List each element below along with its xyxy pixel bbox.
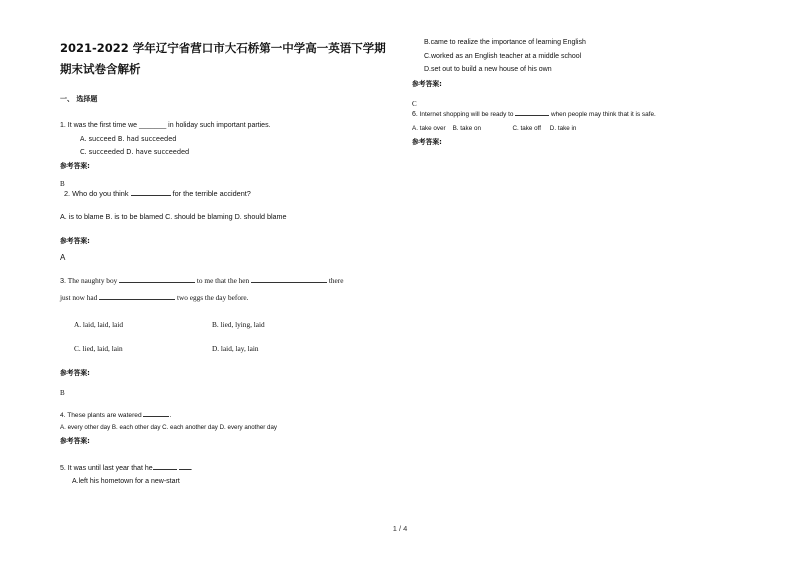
question-6-number: 6.: [412, 110, 418, 118]
question-3: [60, 272, 390, 289]
question-5-blank-2: [179, 462, 191, 470]
question-3-part4: just now had: [60, 293, 98, 302]
question-3-answer-label: 参考答案:: [60, 369, 90, 377]
question-3-part2: to me that the hen: [196, 276, 250, 285]
question-2: [64, 188, 390, 199]
question-5-option-a: A.left his hometown for a new-start: [72, 478, 180, 485]
question-4-options: A. every other day B. each other day C. each another day D. every another day: [60, 424, 278, 431]
question-3-part5: two eggs the day before.: [176, 293, 249, 302]
question-6-blank: [515, 108, 549, 116]
question-5-option-c: C.worked as an English teacher at a middle school: [424, 52, 582, 60]
question-1-number: 1.: [60, 122, 66, 129]
question-3-line2: [60, 289, 390, 306]
question-1-options-row2: C. succeeded D. have succeeded: [80, 148, 190, 156]
question-3-part1: The naughty boy: [67, 276, 118, 285]
question-6-options: A. take over B. take on C. take off D. take in: [412, 124, 577, 132]
question-3-option-a: A. laid, laid, laid: [74, 320, 124, 329]
question-5-answer: C: [412, 99, 417, 108]
question-3-option-c: C. lied, laid, lain: [74, 344, 123, 353]
question-2-answer: A: [60, 253, 66, 262]
title-line-1: 2021-2022 学年辽宁省营口市大石桥第一中学高一英语下学期: [60, 41, 386, 55]
question-3-option-b: B. lied, lying, laid: [212, 320, 265, 329]
question-5-text-after: .: [190, 465, 193, 472]
question-6-text-before: Internet shopping will be ready to: [419, 110, 516, 118]
question-6-text-after: when people may think that it is safe.: [549, 110, 656, 118]
question-3-answer: B: [60, 389, 65, 397]
question-5: [60, 462, 390, 474]
title-line-2: 期末试卷含解析: [60, 62, 141, 76]
question-3-blank-2: [251, 275, 327, 283]
question-2-text-after: for the terrible accident?: [170, 189, 251, 198]
question-4-blank: [143, 409, 172, 419]
question-3-option-d: D. laid, lay, lain: [212, 344, 259, 353]
question-4-text-before: These plants are watered: [67, 412, 144, 419]
question-2-number: 2.: [64, 189, 71, 198]
page-title: [60, 38, 390, 80]
question-5-option-b: B.came to realize the importance of learning English: [424, 39, 586, 46]
question-1-text: It was the first time we _______ in holiday such important parties.: [67, 122, 271, 129]
question-5-option-d: D.set out to build a new house of his own: [424, 66, 552, 73]
question-5-number: 5.: [60, 465, 66, 472]
question-3-part3: there: [328, 276, 344, 285]
question-6: [412, 108, 742, 120]
page-number: 1 / 4: [392, 524, 408, 533]
question-4-number: 4.: [60, 412, 66, 419]
question-5-blank-1: [153, 462, 177, 470]
question-2-text-before: Who do you think: [72, 189, 131, 198]
question-1: [60, 120, 390, 131]
question-3-options-row1: [74, 319, 390, 343]
question-4-answer-label: 参考答案:: [60, 437, 90, 445]
question-2-options: A. is to blame B. is to be blamed C. should be blaming D. should blame: [60, 212, 287, 221]
question-3-blank-3: [99, 292, 175, 300]
question-5-answer-label: 参考答案:: [412, 79, 442, 88]
right-column: [412, 36, 742, 146]
question-6-answer-label: 参考答案:: [412, 137, 442, 146]
question-1-options-row1: A. succeed B. had succeeded: [80, 135, 177, 143]
question-1-answer-label: 参考答案:: [60, 162, 90, 170]
question-3-number: 3.: [60, 276, 67, 285]
question-3-blank-1: [119, 275, 195, 283]
section-heading: 一、 选择题: [60, 95, 98, 103]
question-1-answer: B: [60, 180, 65, 188]
left-column: [60, 38, 390, 487]
question-4-text-after: .: [169, 412, 172, 419]
question-2-answer-label: 参考答案:: [60, 237, 90, 245]
question-3-options-row2: [74, 343, 390, 365]
question-2-blank: [131, 188, 171, 196]
question-4: [60, 409, 390, 421]
question-5-text-before: It was until last year that he: [67, 465, 153, 472]
